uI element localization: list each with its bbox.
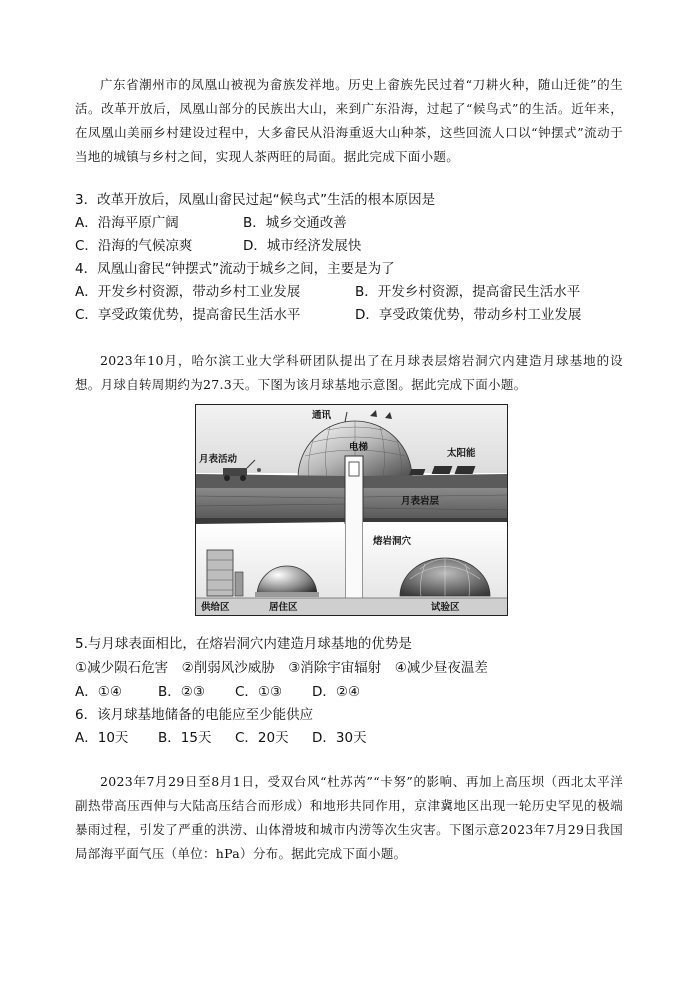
question-4-option-c[interactable]: C．享受政策优势，提高畲民生活水平 <box>75 307 301 323</box>
question-5-items: ①减少陨石危害 ②削弱风沙威胁 ③消除宇宙辐射 ④减少昼夜温差 <box>75 660 488 676</box>
question-5-stem: 5.与月球表面相比，在熔岩洞穴内建造月球基地的优势是 <box>75 636 412 652</box>
label-elevator: 电梯 <box>349 442 369 453</box>
question-3-option-b[interactable]: B．城乡交通改善 <box>243 215 347 231</box>
question-5-option-c[interactable]: C．①③ <box>235 684 283 700</box>
question-6-option-c[interactable]: C．20天 <box>235 730 289 746</box>
label-communication: 通讯 <box>312 410 332 421</box>
question-6-option-d[interactable]: D．30天 <box>312 730 367 746</box>
question-4-stem: 4．凤凰山畲民“钟摆式”流动于城乡之间，主要是为了 <box>75 261 395 277</box>
passage-moon-base: 2023年10月，哈尔滨工业大学科研团队提出了在月球表层熔岩洞穴内建造月球基地的设想。月球自转周期约为27.3天。下图为该月球基地示意图。据此完成下面小题。 <box>75 353 623 392</box>
label-solar: 太阳能 <box>447 448 476 459</box>
question-4-option-a[interactable]: A．开发乡村资源，带动乡村工业发展 <box>75 284 301 300</box>
label-living-zone: 居住区 <box>269 602 298 613</box>
label-supply-zone: 供给区 <box>201 602 230 613</box>
question-5-option-b[interactable]: B．②③ <box>158 684 205 700</box>
question-5-option-a[interactable]: A．①④ <box>75 684 122 700</box>
label-lava-cave: 熔岩洞穴 <box>373 536 412 547</box>
question-3-option-c[interactable]: C．沿海的气候凉爽 <box>75 238 193 254</box>
question-6-stem: 6．该月球基地储备的电能应至少能供应 <box>75 707 314 723</box>
question-3-option-d[interactable]: D．城市经济发展快 <box>243 238 362 254</box>
passage-rainstorm: 2023年7月29日至8月1日，受双台风“杜苏芮”“卡努”的影响、再加上高压坝（西北太平洋副热带高压西伸与大陆高压结合而形成）和地形共同作用，京津冀地区出现一轮历史罕见的极端暴雨过程，引发了严重的洪涝、山体滑坡和城市内涝等次生灾害。下图示意2023年7月29日我国局部海平面气压（单位：hPa）分布。据此完成下面小题。 <box>75 774 623 861</box>
question-4-option-b[interactable]: B．开发乡村资源，提高畲民生活水平 <box>355 284 581 300</box>
moon-base-diagram <box>195 404 508 616</box>
label-experiment-zone: 试验区 <box>431 602 460 613</box>
question-3-option-a[interactable]: A．沿海平原广阔 <box>75 215 179 231</box>
question-6-option-b[interactable]: B．15天 <box>158 730 212 746</box>
question-4-option-d[interactable]: D．享受政策优势，带动乡村工业发展 <box>355 307 582 323</box>
question-6-option-a[interactable]: A．10天 <box>75 730 129 746</box>
passage-fenghuang: 广东省潮州市的凤凰山被视为畲族发祥地。历史上畲族先民过着“刀耕火种，随山迁徙”的生活。改革开放后，凤凰山部分的民族出大山，来到广东沿海，过起了“候鸟式”的生活。近年来，在凤凰山美丽乡村建设过程中，大多畲民从沿海重返大山种茶，这些回流人口以“钟摆式”流动于当地的城镇与乡村之间，实现人茶两旺的局面。据此完成下面小题。 <box>75 77 623 164</box>
question-5-option-d[interactable]: D．②④ <box>312 684 361 700</box>
label-surface-activity: 月表活动 <box>199 454 238 465</box>
question-3-stem: 3．改革开放后，凤凰山畲民过起“候鸟式”生活的根本原因是 <box>75 192 436 208</box>
label-rock-layer: 月表岩层 <box>401 496 440 507</box>
